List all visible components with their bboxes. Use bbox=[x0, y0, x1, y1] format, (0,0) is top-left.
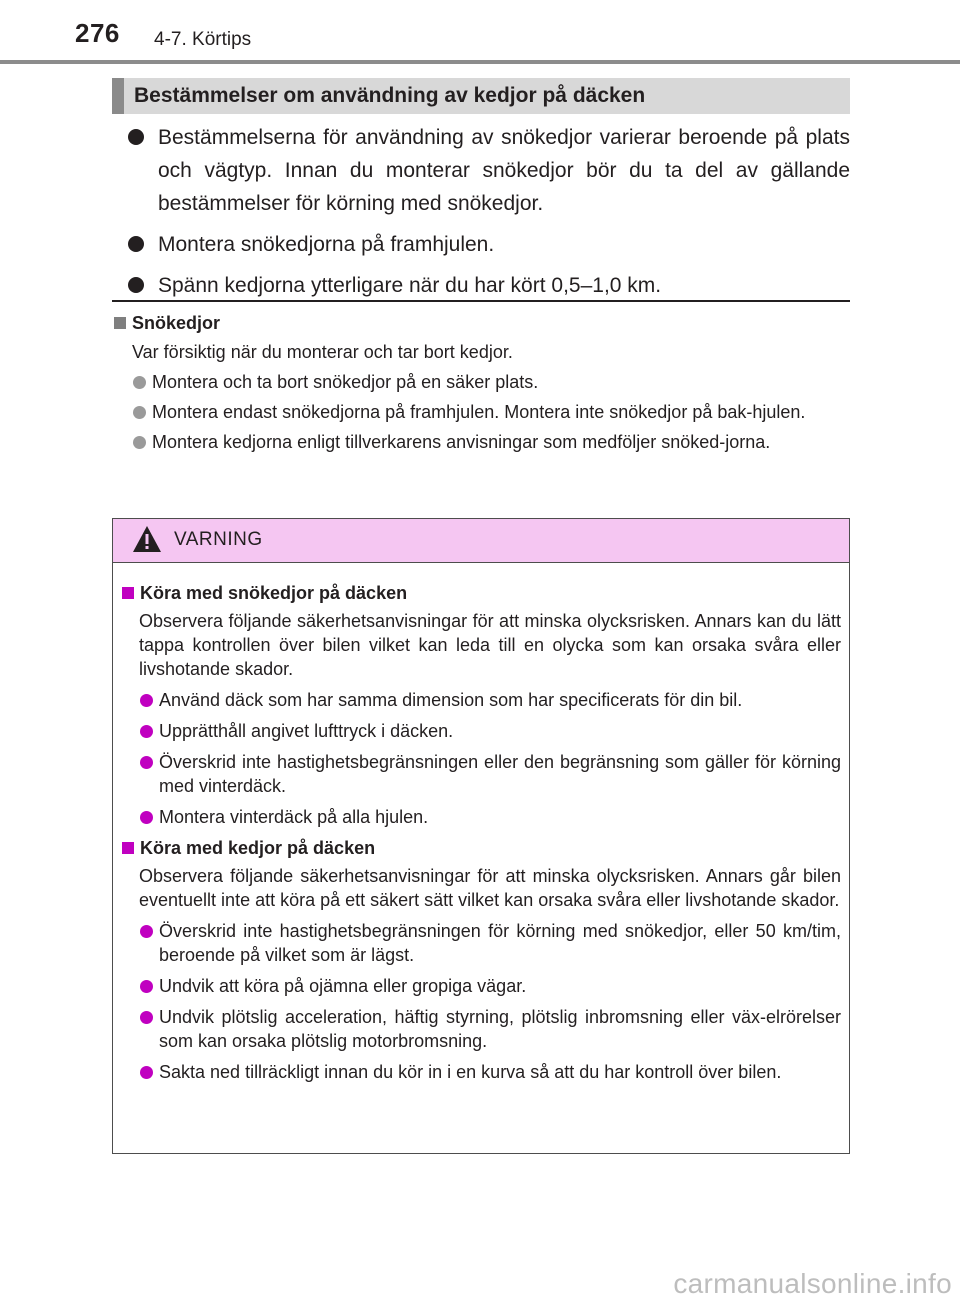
list-item bbox=[121, 919, 841, 967]
snow-chains-section bbox=[112, 311, 852, 460]
warning-list bbox=[121, 688, 841, 829]
list-item-text: Montera snökedjorna på framhjulen. bbox=[158, 233, 495, 256]
bullet-icon bbox=[133, 406, 146, 419]
warning-group-text: Observera följande säkerhetsanvisningar för att minska olycksrisken. Annars kan du lätt tappa kontrollen över bilen vilket kan leda till en olycka som kan orsaka svåra eller livshotande skador. bbox=[139, 611, 841, 679]
bullet-icon bbox=[128, 129, 144, 145]
list-item bbox=[121, 719, 841, 743]
warning-list bbox=[121, 919, 841, 1084]
list-item bbox=[126, 269, 850, 302]
list-item-text: Montera endast snökedjorna på framhjulen. Montera inte snökedjor på bak-hjulen. bbox=[152, 402, 806, 422]
bullet-icon bbox=[140, 756, 153, 769]
list-item-text: Bestämmelserna för användning av snökedjor varierar beroende på plats och vägtyp. Innan du monterar snökedjor bör du ta del av gällande bestämmelser för körning med snökedjor. bbox=[158, 126, 850, 215]
warning-group-text: Observera följande säkerhetsanvisningar för att minska olycksrisken. Annars går bilen eventuellt inte att köra på ett säkert sätt vilket kan orsaka svåra eller livshotande skador. bbox=[139, 866, 841, 910]
main-bullet-list bbox=[126, 121, 850, 310]
bullet-icon bbox=[133, 376, 146, 389]
list-item bbox=[126, 228, 850, 261]
bullet-icon bbox=[140, 1066, 153, 1079]
list-item bbox=[121, 750, 841, 798]
list-item-text: Montera kedjorna enligt tillverkarens anvisningar som medföljer snöked-jorna. bbox=[152, 432, 771, 452]
warning-box bbox=[112, 518, 850, 1154]
warning-triangle-icon bbox=[132, 525, 162, 553]
watermark: carmanualsonline.info bbox=[673, 1268, 952, 1299]
square-bullet-icon bbox=[122, 587, 134, 599]
bullet-icon bbox=[128, 277, 144, 293]
list-item bbox=[126, 121, 850, 220]
list-item bbox=[121, 688, 841, 712]
list-item-text: Spänn kedjorna ytterligare när du har kört 0,5–1,0 km. bbox=[158, 274, 662, 297]
list-item-text: Montera vinterdäck på alla hjulen. bbox=[159, 807, 429, 827]
list-item-text: Sakta ned tillräckligt innan du kör in i en kurva så att du har kontroll över bilen. bbox=[159, 1062, 782, 1082]
bullet-icon bbox=[140, 980, 153, 993]
warning-group-title: Köra med kedjor på däcken bbox=[121, 836, 841, 860]
square-bullet-icon bbox=[114, 317, 126, 329]
chapter-title: 4-7. Körtips bbox=[154, 29, 252, 50]
bullet-icon bbox=[133, 436, 146, 449]
list-item-text: Undvik plötslig acceleration, häftig styrning, plötslig inbromsning eller väx-elrörelser som kan orsaka plötslig motorbromsning. bbox=[159, 1007, 841, 1051]
bullet-icon bbox=[140, 925, 153, 938]
list-item-text: Överskrid inte hastighetsbegränsningen för körning med snökedjor, eller 50 km/tim, beroende på vilket som är lägst. bbox=[159, 921, 841, 965]
section-header: Bestämmelser om användning av kedjor på däcken bbox=[112, 78, 850, 114]
header-divider bbox=[0, 60, 960, 64]
snow-chains-list bbox=[112, 370, 852, 454]
list-item-text: Använd däck som har samma dimension som har specificerats för din bil. bbox=[159, 690, 743, 710]
list-item bbox=[121, 1060, 841, 1084]
list-item-text: Montera och ta bort snökedjor på en säker plats. bbox=[152, 372, 539, 392]
list-item bbox=[121, 974, 841, 998]
list-item-text: Upprätthåll angivet lufttryck i däcken. bbox=[159, 721, 454, 741]
page-number: 276 bbox=[75, 18, 120, 48]
section-divider bbox=[112, 300, 850, 302]
square-bullet-icon bbox=[122, 842, 134, 854]
bullet-icon bbox=[128, 236, 144, 252]
bullet-icon bbox=[140, 725, 153, 738]
list-item-text: Överskrid inte hastighetsbegränsningen eller den begränsning som gäller för körning med vinterdäck. bbox=[159, 752, 841, 796]
list-item bbox=[121, 1005, 841, 1053]
warning-header bbox=[113, 519, 849, 563]
bullet-icon bbox=[140, 694, 153, 707]
list-item bbox=[112, 370, 852, 394]
list-item bbox=[112, 400, 852, 424]
list-item bbox=[121, 805, 841, 829]
list-item-text: Undvik att köra på ojämna eller gropiga vägar. bbox=[159, 976, 527, 996]
subsection-intro: Var försiktig när du monterar och tar bort kedjor. bbox=[132, 342, 513, 362]
warning-body bbox=[113, 563, 849, 1084]
bullet-icon bbox=[140, 1011, 153, 1024]
warning-title: VARNING bbox=[174, 529, 263, 550]
subsection-title: Snökedjor bbox=[112, 311, 852, 335]
warning-group-title: Köra med snökedjor på däcken bbox=[121, 581, 841, 605]
list-item bbox=[112, 430, 852, 454]
bullet-icon bbox=[140, 811, 153, 824]
